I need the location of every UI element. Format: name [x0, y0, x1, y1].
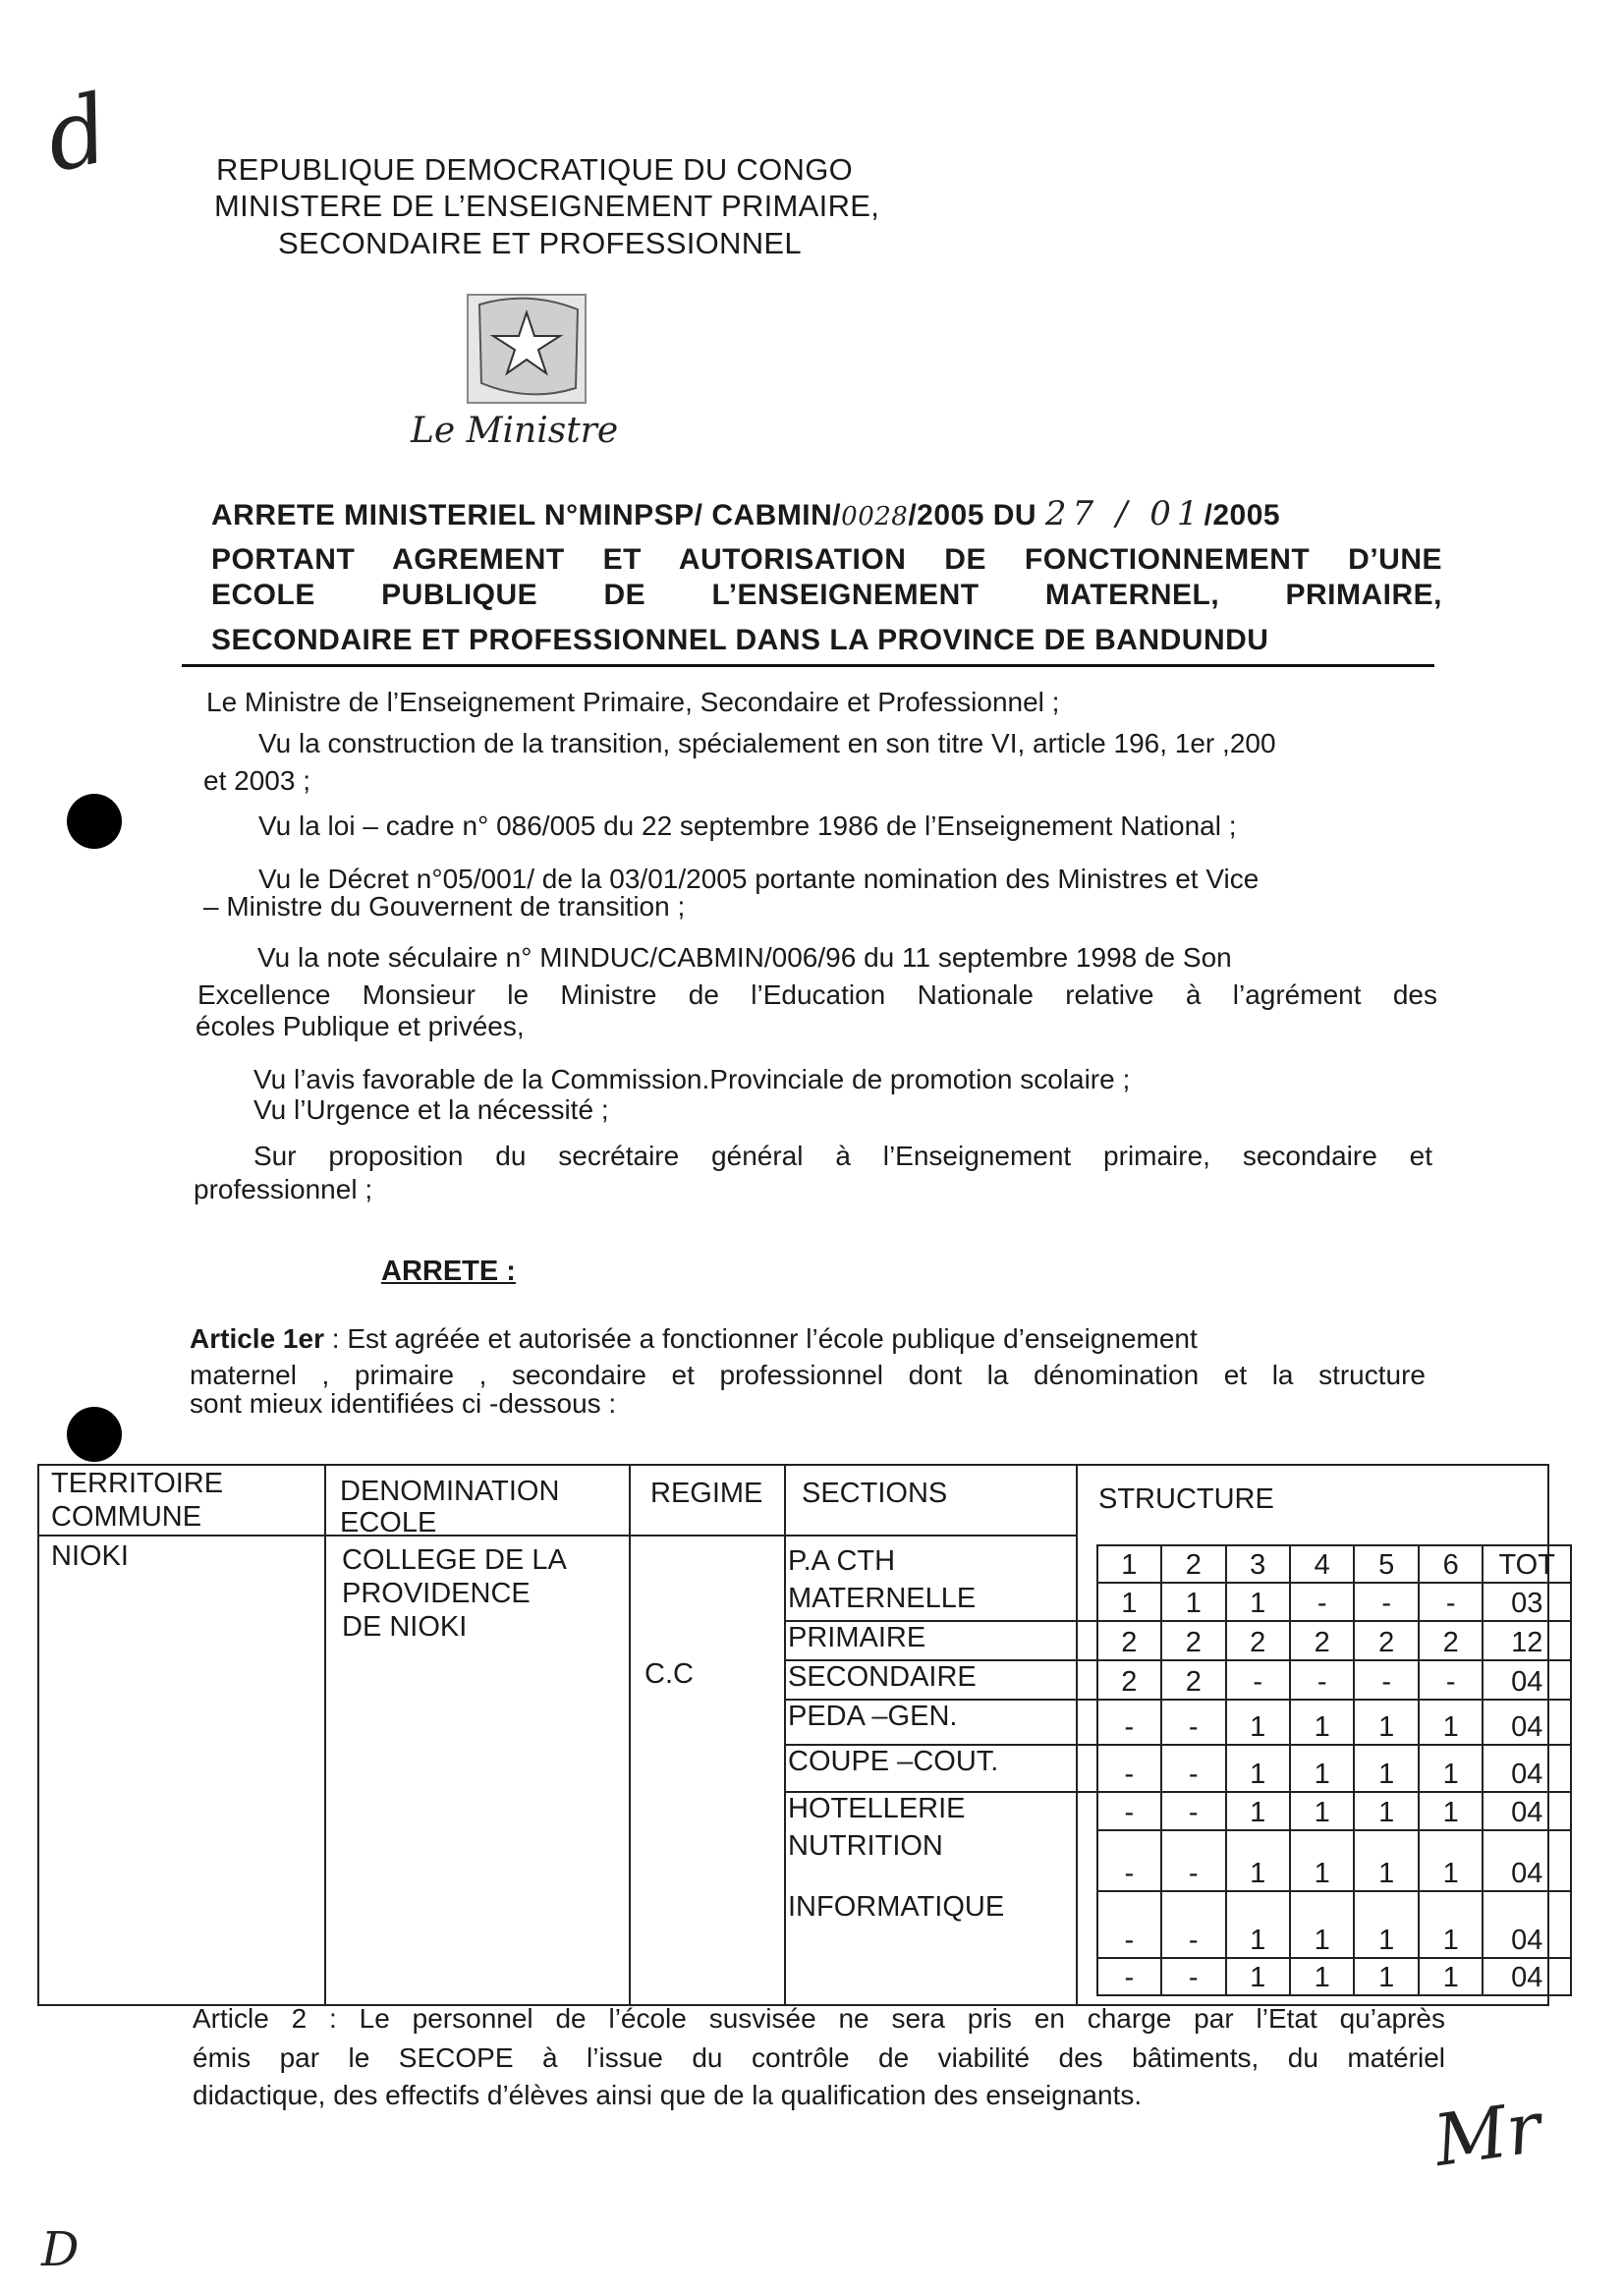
punch-hole-top	[67, 794, 122, 849]
denomination-line-1: COLLEGE DE LA	[342, 1544, 567, 1576]
section-name: INFORMATIQUE	[788, 1891, 1005, 1923]
structure-cell: -	[1354, 1660, 1418, 1700]
structure-cell: 1	[1419, 1745, 1483, 1792]
structure-cell: -	[1290, 1660, 1354, 1700]
structure-cell: -	[1161, 1745, 1225, 1792]
structure-cell: 04	[1483, 1792, 1571, 1830]
preamble-line-5: Vu le Décret n°05/001/ de la 03/01/2005 portante nomination des Ministres et Vice	[258, 864, 1260, 894]
structure-cell: 1	[1097, 1583, 1161, 1621]
section-name: P.A CTH	[788, 1545, 896, 1577]
table-divider	[629, 1466, 631, 2004]
preamble-line-12: Sur proposition du secrétaire général à l’Enseignement primaire, secondaire et	[253, 1141, 1432, 1171]
structure-grid	[786, 1544, 1572, 1996]
structure-cell: 4	[1290, 1545, 1354, 1583]
structure-cell: 1	[1226, 1830, 1290, 1891]
ministry-header-2: SECONDAIRE ET PROFESSIONNEL	[278, 226, 802, 260]
handwritten-initial-top: d	[36, 73, 119, 195]
decree-title-line-2: PORTANT AGREMENT ET AUTORISATION DE FONCTIONNEMENT D’UNE	[211, 543, 1442, 576]
structure-cell: 1	[1290, 1891, 1354, 1958]
header-structure: STRUCTURE	[1098, 1483, 1274, 1515]
structure-cell: 1	[1161, 1583, 1225, 1621]
structure-cell: 1	[1226, 1745, 1290, 1792]
coat-of-arms-emblem	[460, 285, 597, 413]
section-name: COUPE –COUT.	[786, 1745, 1097, 1792]
article-2-line-3: didactique, des effectifs d’élèves ainsi que de la qualification des enseignants.	[193, 2080, 1143, 2110]
structure-cell: 1	[1290, 1700, 1354, 1745]
decree-title-line-1	[211, 496, 1280, 534]
structure-cell: -	[1354, 1583, 1418, 1621]
structure-cell: 1	[1419, 1792, 1483, 1830]
structure-cell: 2	[1419, 1621, 1483, 1660]
structure-cell: 1	[1290, 1792, 1354, 1830]
section-name: NUTRITION	[788, 1830, 943, 1862]
structure-cell: -	[1097, 1792, 1161, 1830]
territoire-value: NIOKI	[51, 1540, 129, 1572]
header-territoire: TERRITOIRE	[51, 1468, 224, 1499]
structure-cell: 1	[1354, 1745, 1418, 1792]
structure-cell: -	[1161, 1891, 1225, 1958]
structure-cell: -	[1097, 1830, 1161, 1891]
structure-cell: 1	[1419, 1830, 1483, 1891]
preamble-line-8: Excellence Monsieur le Ministre de l’Education Nationale relative à l’agrément des	[197, 979, 1437, 1010]
header-ecole: ECOLE	[340, 1507, 437, 1538]
structure-cell: -	[1290, 1583, 1354, 1621]
denomination-line-3: DE NIOKI	[342, 1611, 468, 1643]
structure-cell: 1	[1226, 1583, 1290, 1621]
structure-cell: 1	[1290, 1830, 1354, 1891]
preamble-line-9: écoles Publique et privées,	[196, 1011, 525, 1041]
handwritten-decree-number: 0028	[841, 502, 909, 531]
le-ministre-signature-line: Le Ministre	[411, 411, 619, 451]
preamble-line-10: Vu l’avis favorable de la Commission.Provinciale de promotion scolaire ;	[253, 1064, 1131, 1094]
article-1-label: Article 1er	[190, 1323, 324, 1354]
regime-value: C.C	[644, 1658, 694, 1690]
preamble-line-7: Vu la note séculaire n° MINDUC/CABMIN/006/96 du 11 septembre 1998 de Son	[257, 942, 1232, 973]
structure-cell: -	[1161, 1792, 1225, 1830]
section-name: PRIMAIRE	[786, 1621, 1097, 1660]
preamble-line-11: Vu l’Urgence et la nécessité ;	[253, 1094, 609, 1125]
structure-row	[786, 1792, 1571, 1830]
header-sections: SECTIONS	[802, 1478, 948, 1509]
ministry-header: MINISTERE DE L’ENSEIGNEMENT PRIMAIRE,	[214, 189, 880, 223]
structure-cell: 3	[1226, 1545, 1290, 1583]
structure-row	[786, 1891, 1571, 1958]
structure-row	[786, 1660, 1571, 1700]
section-name: SECONDAIRE	[786, 1660, 1097, 1700]
section-name: HOTELLERIE	[788, 1793, 966, 1824]
structure-cell: -	[1226, 1660, 1290, 1700]
structure-cell: TOT	[1483, 1545, 1571, 1583]
structure-cell: -	[1097, 1891, 1161, 1958]
preamble-line-13: professionnel ;	[194, 1174, 373, 1204]
structure-cell: 2	[1354, 1621, 1418, 1660]
structure-cell: -	[1161, 1830, 1225, 1891]
structure-cell: 1	[1290, 1958, 1354, 1995]
structure-row	[786, 1583, 1571, 1621]
structure-cell: 2	[1161, 1621, 1225, 1660]
structure-row	[786, 1958, 1571, 1995]
structure-cell: 1	[1354, 1700, 1418, 1745]
header-regime: REGIME	[650, 1478, 763, 1509]
structure-row	[786, 1830, 1571, 1891]
structure-cell: -	[1097, 1700, 1161, 1745]
structure-cell: 1	[1419, 1891, 1483, 1958]
decree-title-line-4: SECONDAIRE ET PROFESSIONNEL DANS LA PROVINCE DE BANDUNDU	[211, 624, 1269, 656]
preamble-line-4: Vu la loi – cadre n° 086/005 du 22 septembre 1986 de l’Enseignement National ;	[258, 811, 1237, 841]
structure-table	[786, 1544, 1572, 1996]
section-name: MATERNELLE	[786, 1583, 1097, 1621]
arrete-heading: ARRETE :	[381, 1256, 516, 1287]
header-denomination: DENOMINATION	[340, 1476, 560, 1507]
structure-cell: -	[1419, 1660, 1483, 1700]
structure-cell: 04	[1483, 1700, 1571, 1745]
structure-cell: 1	[1226, 1958, 1290, 1995]
structure-row	[786, 1745, 1571, 1792]
preamble-line-1: Le Ministre de l’Enseignement Primaire, Secondaire et Professionnel ;	[206, 687, 1060, 717]
structure-cell: -	[1097, 1958, 1161, 1995]
structure-row	[786, 1700, 1571, 1745]
table-header-rule	[39, 1535, 1076, 1537]
structure-cell: 2	[1161, 1660, 1225, 1700]
structure-cell: 1	[1097, 1545, 1161, 1583]
structure-cell: -	[1161, 1958, 1225, 1995]
structure-cell: 12	[1483, 1621, 1571, 1660]
article-1-line-3: sont mieux identifiées ci -dessous :	[190, 1388, 617, 1419]
structure-cell: 1	[1354, 1792, 1418, 1830]
decree-title-line-3: ECOLE PUBLIQUE DE L’ENSEIGNEMENT MATERNEL, PRIMAIRE,	[211, 579, 1442, 611]
structure-cell: 2	[1161, 1545, 1225, 1583]
section-name	[786, 1958, 1097, 1995]
structure-row	[786, 1545, 1571, 1583]
preamble-line-3: et 2003 ;	[203, 765, 310, 796]
structure-cell: 04	[1483, 1745, 1571, 1792]
structure-cell: -	[1161, 1700, 1225, 1745]
structure-cell: 2	[1290, 1621, 1354, 1660]
decree-title-mid: /2005 DU	[908, 499, 1045, 531]
section-name: PEDA –GEN.	[786, 1700, 1097, 1745]
preamble-line-6: – Ministre du Gouvernent de transition ;	[203, 891, 686, 922]
decree-title-prefix: ARRETE MINISTERIEL N°MINPSP/ CABMIN/	[211, 499, 842, 531]
handwritten-initial-bottom-left: D	[41, 2222, 80, 2277]
structure-cell: 1	[1419, 1700, 1483, 1745]
punch-hole-bottom	[67, 1407, 122, 1462]
structure-row	[786, 1621, 1571, 1660]
article-2-line-2: émis par le SECOPE à l’issue du contrôle de viabilité des bâtiments, du matériel	[193, 2042, 1445, 2073]
structure-cell: 1	[1354, 1830, 1418, 1891]
country-header: REPUBLIQUE DEMOCRATIQUE DU CONGO	[216, 152, 854, 187]
structure-cell: 1	[1226, 1891, 1290, 1958]
header-commune: COMMUNE	[51, 1501, 202, 1533]
article-1-line-2: maternel , primaire , secondaire et professionnel dont la dénomination et la structure	[190, 1360, 1426, 1390]
structure-cell: 04	[1483, 1660, 1571, 1700]
structure-cell: 04	[1483, 1891, 1571, 1958]
handwritten-decree-date: 27 / 01	[1044, 494, 1204, 533]
structure-cell: 1	[1226, 1792, 1290, 1830]
table-divider	[324, 1466, 326, 2004]
article-2-line-1: Article 2 : Le personnel de l’école susvisée ne sera pris en charge par l’Etat qu’après	[193, 2003, 1445, 2034]
structure-cell: 2	[1226, 1621, 1290, 1660]
structure-cell: 1	[1354, 1958, 1418, 1995]
structure-cell: -	[1419, 1583, 1483, 1621]
structure-cell: 1	[1419, 1958, 1483, 1995]
handwritten-initial-bottom-right: Mr	[1428, 2085, 1546, 2183]
preamble-line-2: Vu la construction de la transition, spécialement en son titre VI, article 196, 1er ,200	[258, 728, 1276, 758]
structure-cell: 6	[1419, 1545, 1483, 1583]
structure-cell: 1	[1226, 1700, 1290, 1745]
structure-cell: 2	[1097, 1621, 1161, 1660]
structure-cell: 03	[1483, 1583, 1571, 1621]
decree-title-suffix: /2005	[1204, 499, 1281, 531]
title-underline	[182, 664, 1434, 667]
denomination-line-2: PROVIDENCE	[342, 1578, 531, 1609]
structure-cell: 2	[1097, 1660, 1161, 1700]
structure-cell: -	[1097, 1745, 1161, 1792]
structure-cell: 1	[1354, 1891, 1418, 1958]
structure-cell: 1	[1290, 1745, 1354, 1792]
structure-cell: 04	[1483, 1958, 1571, 1995]
article-1-line-1: Article 1er : Est agréée et autorisée a fonctionner l’école publique d’enseignement	[190, 1323, 1198, 1354]
structure-cell: 5	[1354, 1545, 1418, 1583]
school-table	[37, 1464, 1555, 2006]
article-1-text: Est agréée et autorisée a fonctionner l’école publique d’enseignement	[347, 1323, 1198, 1354]
structure-cell: 04	[1483, 1830, 1571, 1891]
